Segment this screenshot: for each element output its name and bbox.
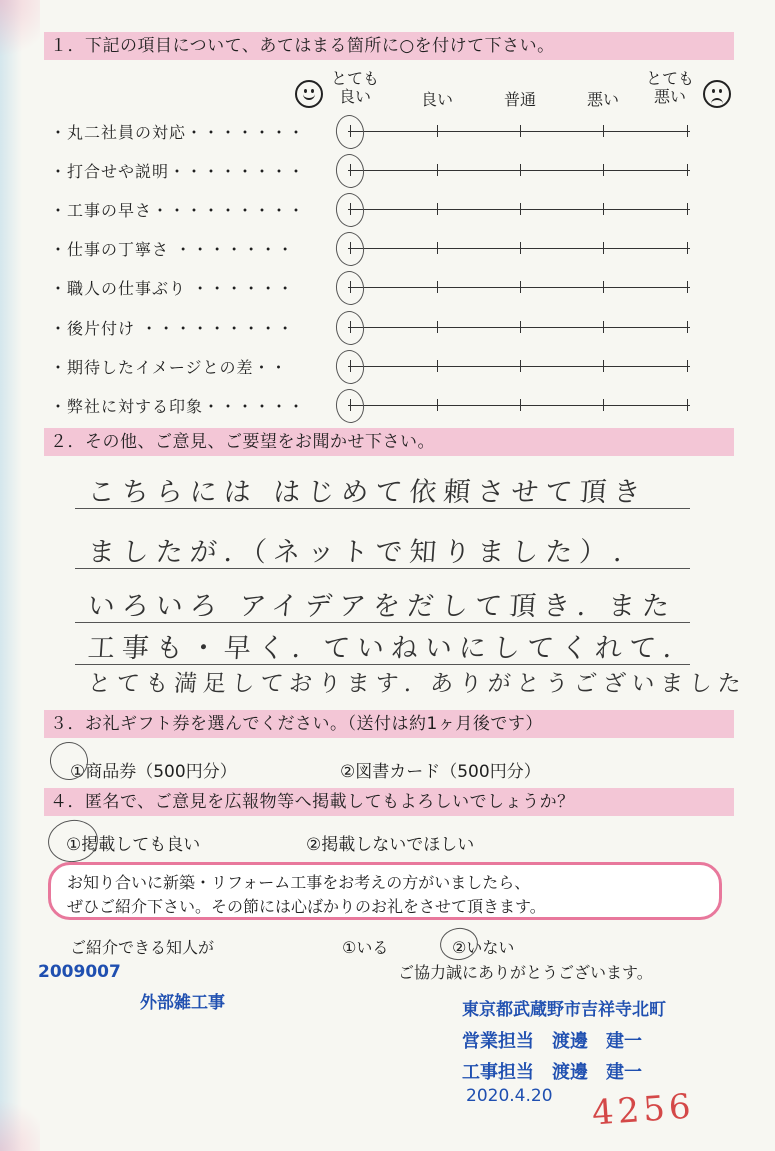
rating-choice-tick[interactable] xyxy=(437,360,438,372)
rating-selection-circle xyxy=(334,152,366,190)
corner-stain xyxy=(0,1091,40,1151)
q2-header: ２．その他、ご意見、ご要望をお聞かせ下さい。 xyxy=(44,428,734,456)
scan-edge xyxy=(0,0,22,1151)
scale-label: とても 悪い xyxy=(646,69,695,106)
rating-choice-tick[interactable] xyxy=(437,164,438,176)
rating-selection-circle xyxy=(334,191,366,229)
scale-label: 悪い xyxy=(586,90,619,109)
handwritten-comment-line: いろいろ アイデアをだして頂き. また xyxy=(86,591,678,622)
rating-choice-tick[interactable] xyxy=(520,321,521,333)
q3-header: ３．お礼ギフト券を選んでください。（送付は約1ヶ月後です） xyxy=(44,710,734,738)
referral-text-1: お知り合いに新築・リフォーム工事をお考えの方がいましたら、 xyxy=(67,873,531,892)
rating-scale-line xyxy=(348,366,690,367)
rating-choice-tick[interactable] xyxy=(437,281,438,293)
rating-choice-tick[interactable] xyxy=(520,242,521,254)
rating-choice-tick[interactable] xyxy=(520,203,521,215)
referral-box xyxy=(48,862,722,920)
handwritten-comment-line: こちらには はじめて依頼させて頂き xyxy=(86,477,649,508)
rating-selection-circle xyxy=(334,113,366,151)
rating-scale-line xyxy=(348,209,690,210)
referral-text-2: ぜひご紹介下さい。その節には心ばかりのお礼をさせて頂きます。 xyxy=(67,897,546,916)
rating-selection-circle xyxy=(334,309,366,347)
referral-option-yes[interactable]: ①いる xyxy=(342,938,389,957)
rating-item-label: ・打合せや説明・・・・・・・・ xyxy=(50,162,306,182)
rating-choice-tick[interactable] xyxy=(687,321,688,333)
work-representative: 工事担当 渡邊 建一 xyxy=(462,1062,642,1083)
rating-scale-line xyxy=(348,327,690,328)
scale-label: 良い xyxy=(420,90,453,109)
rating-selection-circle xyxy=(334,348,366,386)
rating-choice-tick[interactable] xyxy=(437,203,438,215)
selection-circle xyxy=(45,817,100,866)
rating-item-label: ・期待したイメージとの差・・ xyxy=(50,357,288,377)
referral-option-no[interactable]: ②いない xyxy=(452,938,515,957)
rating-choice-tick[interactable] xyxy=(520,164,521,176)
rating-choice-tick[interactable] xyxy=(687,399,688,411)
rating-item-label: ・職人の仕事ぶり ・・・・・・ xyxy=(50,279,295,299)
ruled-line xyxy=(75,622,690,623)
rating-choice-tick[interactable] xyxy=(687,125,688,137)
ruled-line xyxy=(75,508,690,509)
gift-option-voucher[interactable]: ①商品券（500円分） xyxy=(70,762,237,782)
rating-scale-line xyxy=(348,287,690,288)
rating-choice-tick[interactable] xyxy=(520,360,521,372)
smiley-face-icon xyxy=(295,80,323,108)
company-address: 東京都武蔵野市吉祥寺北町 xyxy=(462,1000,666,1020)
referral-question: ご紹介できる知人が xyxy=(70,938,215,957)
rating-choice-tick[interactable] xyxy=(603,281,604,293)
rating-choice-tick[interactable] xyxy=(603,125,604,137)
rating-choice-tick[interactable] xyxy=(603,164,604,176)
handwritten-comment-line: 工事も・早く. ていねいにしてくれて. xyxy=(86,633,680,664)
rating-item-label: ・仕事の丁寧さ ・・・・・・・ xyxy=(50,240,295,260)
handwritten-comment-line: ましたが.（ネットで知りました）. xyxy=(86,537,631,568)
rating-scale-line xyxy=(348,131,690,132)
rating-scale-line xyxy=(348,248,690,249)
rating-item-label: ・後片付け ・・・・・・・・・ xyxy=(50,318,295,338)
corner-stain xyxy=(0,0,40,70)
rating-item-label: ・丸二社員の対応・・・・・・・ xyxy=(50,123,306,142)
rating-choice-tick[interactable] xyxy=(603,360,604,372)
scale-label: とても 良い xyxy=(331,69,380,106)
rating-selection-circle xyxy=(334,231,366,269)
rating-choice-tick[interactable] xyxy=(687,281,688,293)
handwritten-comment-line: とても満足しております. ありがとうございました xyxy=(86,671,748,697)
rating-choice-tick[interactable] xyxy=(437,125,438,137)
q4-header: ４．匿名で、ご意見を広報物等へ掲載してもよろしいでしょうか？ xyxy=(44,788,734,816)
q1-header: １．下記の項目について、あてはまる箇所に○を付けて下さい。 xyxy=(44,32,734,60)
rating-item-label: ・弊社に対する印象・・・・・・ xyxy=(50,396,306,416)
sales-representative: 営業担当 渡邊 建一 xyxy=(462,1031,642,1052)
record-code: 2009007 xyxy=(38,962,121,982)
rating-choice-tick[interactable] xyxy=(603,321,604,333)
rating-item-label: ・工事の早さ・・・・・・・・・ xyxy=(50,201,306,221)
stamp-date: 2020.4.20 xyxy=(466,1086,553,1106)
rating-choice-tick[interactable] xyxy=(687,360,688,372)
rating-choice-tick[interactable] xyxy=(603,203,604,215)
rating-choice-tick[interactable] xyxy=(520,281,521,293)
publish-option-no[interactable]: ②掲載しないでほしい xyxy=(306,835,475,855)
sad-face-icon xyxy=(703,80,731,108)
rating-scale-line xyxy=(348,170,690,171)
rating-choice-tick[interactable] xyxy=(520,125,521,137)
thanks-text: ご協力誠にありがとうございます。 xyxy=(398,963,653,982)
work-type: 外部雑工事 xyxy=(140,993,225,1013)
ruled-line xyxy=(75,568,690,569)
publish-option-yes[interactable]: ①掲載しても良い xyxy=(66,835,201,855)
gift-option-book-card[interactable]: ②図書カード（500円分） xyxy=(340,762,541,782)
rating-choice-tick[interactable] xyxy=(603,399,604,411)
rating-scale-line xyxy=(348,405,690,406)
rating-choice-tick[interactable] xyxy=(437,399,438,411)
rating-selection-circle xyxy=(334,387,366,425)
rating-choice-tick[interactable] xyxy=(520,399,521,411)
handwritten-number: 4256 xyxy=(590,1086,696,1134)
rating-choice-tick[interactable] xyxy=(687,164,688,176)
rating-choice-tick[interactable] xyxy=(437,321,438,333)
rating-choice-tick[interactable] xyxy=(687,242,688,254)
rating-choice-tick[interactable] xyxy=(687,203,688,215)
rating-choice-tick[interactable] xyxy=(437,242,438,254)
scale-label: 普通 xyxy=(503,90,536,109)
rating-choice-tick[interactable] xyxy=(603,242,604,254)
rating-selection-circle xyxy=(334,270,366,308)
